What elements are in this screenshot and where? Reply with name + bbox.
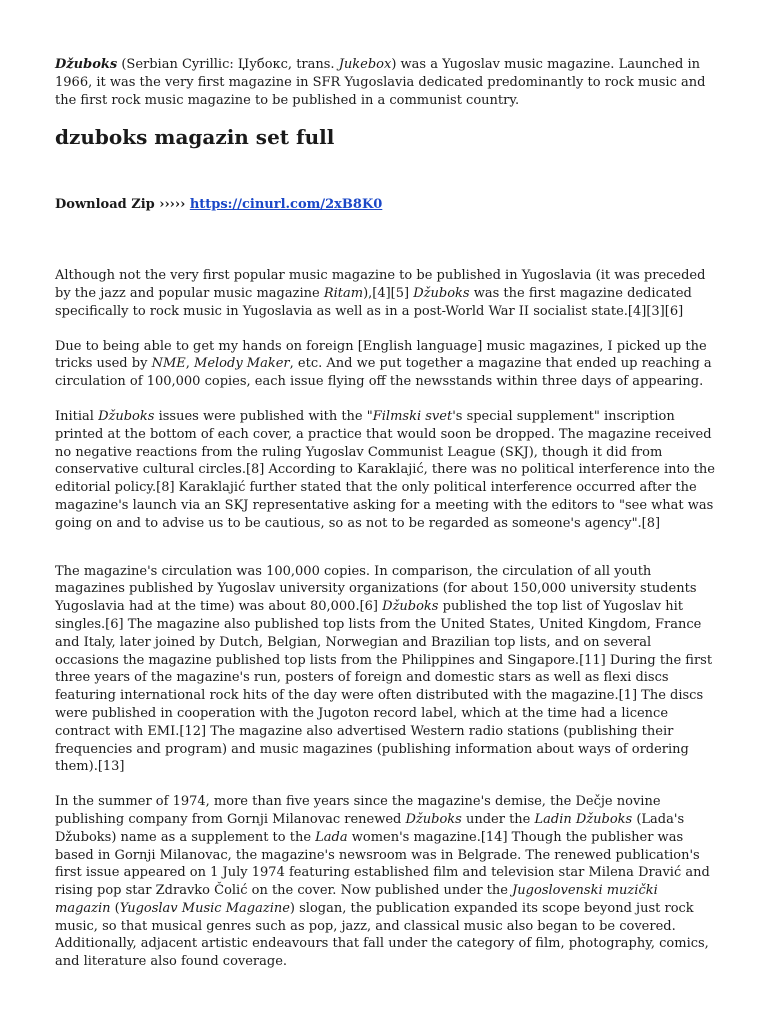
download-link[interactable]: https://cinurl.com/2xB8K0 <box>189 197 383 213</box>
paragraph-4 <box>55 563 715 777</box>
p4-text-a: The magazine's circulation was 100,000 copies. In comparison, the circulation of all youth magazines published by Yugoslav university organizations (for about 150,000 university students Yugoslavia had at the time) was about 80,000.[6] <box>55 563 697 615</box>
p5-jugoslovenski-muzicki-magazin: Jugoslovenski muzički magazin <box>55 883 658 916</box>
p1-dzuboks: Džuboks <box>413 285 470 301</box>
p2-nme: NME <box>151 356 186 372</box>
p5-lada: Lada <box>315 829 348 845</box>
paragraph-2 <box>55 338 715 391</box>
p2-sep: , <box>185 356 195 372</box>
paragraph-1 <box>55 267 715 320</box>
download-line <box>55 196 715 214</box>
intro-text-2: ) was a Yugoslav music magazine. Launched in 1966, it was the very first magazine in SFR Yugoslavia dedicated predominantly to rock music and the first rock music magazine to be published in a communist country. <box>55 57 706 108</box>
p3-filmski-svet: Filmski svet <box>372 408 453 424</box>
p5-yugoslav-music-magazine: Yugoslav Music Magazine <box>119 900 290 916</box>
p3-dzuboks: Džuboks <box>98 408 155 424</box>
download-label: Download Zip ››››› <box>55 197 190 213</box>
p5-text-c: (Lada's Džuboks) name as a supplement to the <box>55 811 685 845</box>
p1-text-b: ),[4][5] <box>363 285 414 301</box>
p1-text-c: was the first magazine dedicated specifically to rock music in Yugoslavia as well as in a post-World War II socialist state.[4][3][6] <box>55 285 692 319</box>
p1-text-a: Although not the very first popular music magazine to be published in Yugoslavia (it was preceded by the jazz and popular music magazine <box>55 268 706 301</box>
p3-text-a: Initial <box>55 408 99 424</box>
intro-title-word: Džuboks <box>55 57 118 72</box>
p1-ritam: Ritam <box>323 285 364 301</box>
paragraph-5 <box>55 793 715 971</box>
p5-text-f: ) slogan, the publication expanded its scope beyond just rock music, so that musical genres such as pop, jazz, and classical music also began to be covered. Additionally, adjacent artistic endeavours that fall under the category of film, photography, comics, and literature also found coverage. <box>55 900 709 970</box>
p5-text-d: women's magazine.[14] Though the publisher was based in Gornji Milanovac, the magazine's newsroom was in Belgrade. The renewed publication's first issue appeared on 1 July 1974 featuring established film and television star Milena Dravić and rising pop star Zdravko Čolić on the cover. Now published under the <box>55 829 710 899</box>
p5-dzuboks: Džuboks <box>405 811 462 827</box>
p2-text-b: , etc. And we put together a magazine that ended up reaching a circulation of 100,000 copies, each issue flying off the newsstands within three days of appearing. <box>55 356 712 390</box>
p3-text-c: 's special supplement" inscription printed at the bottom of each cover, a practice that would soon be dropped. The magazine received no negative reactions from the ruling Yugoslav Communist League (SKJ), though it did from conservative cultural circles.[8] According to Karaklajić, there was no political interference into the editorial policy.[8] Karaklajić further stated that the only political interference occurred after the magazine's launch via an SKJ representative asking for a meeting with the editors to "see what was going on and to advise us to be cautious, so as not to be regarded as someone's agency".[8] <box>55 408 715 531</box>
p2-text-a: Due to being able to get my hands on foreign [English language] music magazines, I picked up the tricks used by <box>55 338 707 372</box>
p3-text-b: issues were published with the " <box>154 408 373 424</box>
p5-ladin-dzuboks: Ladin Džuboks <box>534 811 633 827</box>
page-title: dzuboks magazin set full <box>55 125 335 150</box>
p5-text-e: ( <box>110 900 120 916</box>
paragraph-3 <box>55 408 715 533</box>
p2-melody-maker: Melody Maker <box>194 356 290 372</box>
intro-paragraph <box>55 56 715 109</box>
intro-jukebox: Jukebox <box>338 57 392 72</box>
intro-text-1: (Serbian Cyrillic: Џубокс, trans. <box>117 57 339 72</box>
p5-text-b: under the <box>461 811 535 827</box>
p4-text-b: published the top list of Yugoslav hit singles.[6] The magazine also published top lists from the United States, United Kingdom, France and Italy, later joined by Dutch, Belgian, Norwegian and Brazilian top lists, and on several occasions the magazine published top lists from the Philippines and Singapore.[11] During the first three years of the magazine's run, posters of foreign and domestic stars as well as flexi discs featuring international rock hits of the day were often distributed with the magazine.[1] The discs were published in cooperation with the Jugoton record label, which at the time had a licence contract with EMI.[12] The magazine also advertised Western radio stations (publishing their frequencies and program) and music magazines (publishing information about ways of ordering them).[13] <box>55 599 713 775</box>
p5-text-a: In the summer of 1974, more than five years since the magazine's demise, the Dečje novine publishing company from Gornji Milanovac renewed <box>55 794 661 827</box>
p4-dzuboks: Džuboks <box>382 599 439 615</box>
